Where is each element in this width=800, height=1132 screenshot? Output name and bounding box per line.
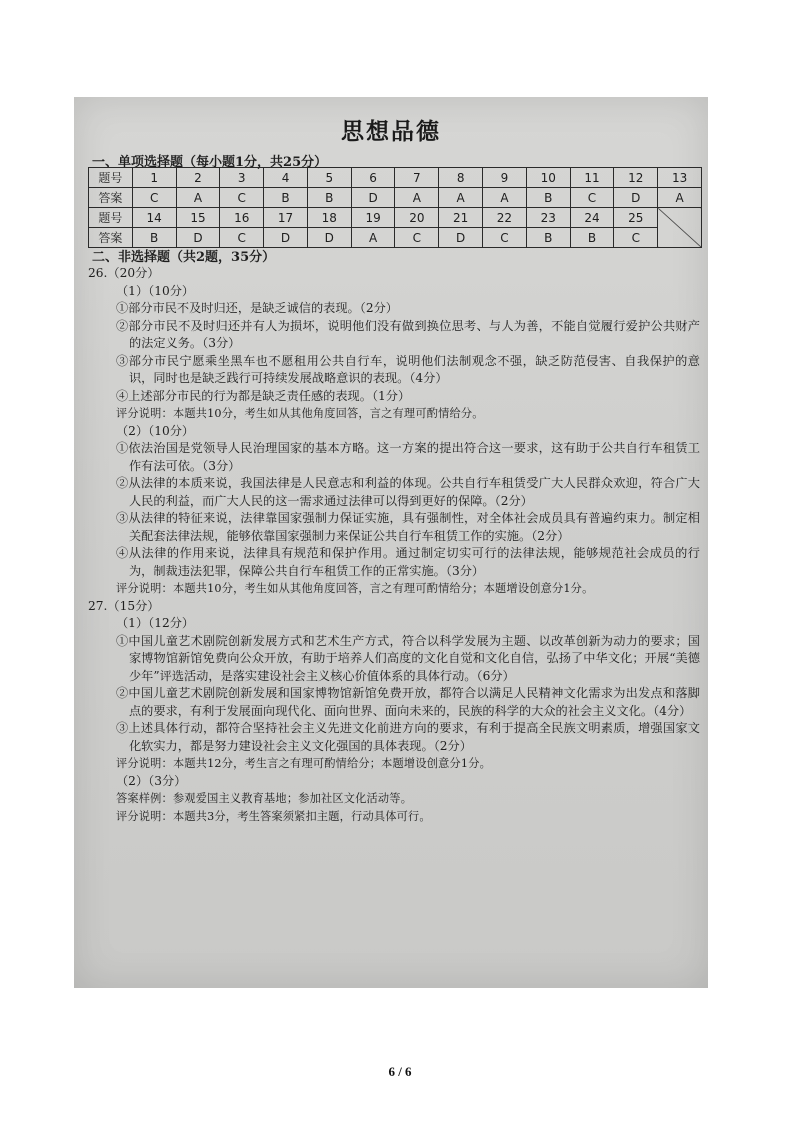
- answer-point: ②部分市民不及时归还并有人为损坏，说明他们没有做到换位思考、与人为善，不能自觉履行爱护公共财产的法定义务。（3分）: [116, 318, 700, 350]
- answer-point: ①中国儿童艺术剧院创新发展方式和艺术生产方式，符合以科学发展为主题、以改革创新为动力的要求；国家博物馆新馆免费向公众开放，有助于培养人们高度的文化自觉和文化自信，弘扬了中华文化；开展“美德少年”评选活动，是落实建设社会主义核心价值体系的具体行动。（6分）: [116, 633, 700, 683]
- answer-cell: B: [264, 188, 308, 208]
- scoring-note: 评分说明：本题共3分，考生答案须紧扣主题，行动具体可行。: [116, 809, 431, 823]
- answer-cell: C: [570, 188, 614, 208]
- question-number: 17: [264, 208, 308, 228]
- question-number: 18: [307, 208, 351, 228]
- answer-cell: D: [614, 188, 658, 208]
- question-header: 26.（20分）: [88, 266, 160, 280]
- answer-cell: C: [395, 228, 439, 248]
- question-number: 11: [570, 168, 614, 188]
- question-number: 14: [132, 208, 176, 228]
- scoring-note: 评分说明：本题共10分，考生如从其他角度回答，言之有理可酌情给分。: [116, 407, 484, 420]
- answer-cell: C: [483, 228, 527, 248]
- question-number: 1: [132, 168, 176, 188]
- answer-cell: B: [526, 228, 570, 248]
- answer-cell: A: [439, 188, 483, 208]
- answer-point: ②从法律的本质来说，我国法律是人民意志和利益的体现。公共自行车租赁受广大人民群众欢迎，符合广大人民的利益，而广大人民的这一需求通过法律可以得到更好的保障。（2分）: [116, 476, 700, 508]
- table-row-numbers-1: [89, 168, 702, 188]
- answer-cell: A: [395, 188, 439, 208]
- question-number: 16: [220, 208, 264, 228]
- question-number: 3: [220, 168, 264, 188]
- question-number: 7: [395, 168, 439, 188]
- answer-body: [88, 265, 700, 825]
- question-header: 27.（15分）: [88, 598, 160, 613]
- answer-cell: A: [351, 228, 395, 248]
- page-title: 思想品德: [341, 118, 441, 145]
- answer-point: ②中国儿童艺术剧院创新发展和国家博物馆新馆免费开放，都符合以满足人民精神文化需求为出发点和落脚点的要求，有利于发展面向现代化、面向世界、面向未来的，民族的科学的大众的社会主义文化。（4分）: [116, 686, 700, 718]
- question-number: 5: [307, 168, 351, 188]
- answer-point: ③部分市民宁愿乘坐黑车也不愿租用公共自行车，说明他们法制观念不强，缺乏防范侵害、自我保护的意识，同时也是缺乏践行可持续发展战略意识的表现。（4分）: [116, 353, 700, 385]
- answer-cell: B: [526, 188, 570, 208]
- question-number: 8: [439, 168, 483, 188]
- scoring-note: 评分说明：本题共12分，考生言之有理可酌情给分；本题增设创意分1分。: [116, 757, 491, 770]
- answer-cell: D: [307, 228, 351, 248]
- answer-cell: C: [614, 228, 658, 248]
- question-number: 23: [526, 208, 570, 228]
- row-label: 答案: [89, 188, 133, 208]
- question-number: 12: [614, 168, 658, 188]
- answer-point: ④从法律的作用来说，法律具有规范和保护作用。通过制定切实可行的法律法规，能够规范社会成员的行为，制裁违法犯罪，保障公共自行车租赁工作的正常实施。（3分）: [116, 546, 700, 578]
- answer-cell: B: [132, 228, 176, 248]
- answer-cell: B: [307, 188, 351, 208]
- table-row-answers-1: [89, 188, 702, 208]
- table-row-answers-2: [89, 228, 702, 248]
- section-heading-choice: 一、单项选择题（每小题1分，共25分）: [92, 155, 328, 170]
- question-number: 4: [264, 168, 308, 188]
- question-number: 19: [351, 208, 395, 228]
- answer-cell: A: [658, 188, 702, 208]
- answer-point: ①部分市民不及时归还，是缺乏诚信的表现。（2分）: [116, 301, 398, 315]
- answer-cell: A: [483, 188, 527, 208]
- scoring-note: 评分说明：本题共10分，考生如从其他角度回答，言之有理可酌情给分；本题增设创意分1分。: [116, 582, 594, 595]
- answer-cell: C: [220, 228, 264, 248]
- answer-sample: 答案样例：参观爱国主义教育基地；参加社区文化活动等。: [116, 792, 413, 805]
- row-label: 题号: [89, 208, 133, 228]
- scanned-answer-sheet: [74, 97, 708, 988]
- sub-question-header: （1）（12分）: [116, 616, 195, 630]
- sub-question-header: （2）（10分）: [116, 423, 195, 438]
- answer-cell: C: [220, 188, 264, 208]
- answer-cell: D: [439, 228, 483, 248]
- table-row-numbers-2: [89, 208, 702, 228]
- question-number: 24: [570, 208, 614, 228]
- answer-cell: D: [264, 228, 308, 248]
- answer-point: ④上述部分市民的行为都是缺乏责任感的表现。（1分）: [116, 388, 411, 403]
- question-number: 2: [176, 168, 220, 188]
- sub-question-header: （2）（3分）: [116, 773, 187, 788]
- row-label: 题号: [89, 168, 133, 188]
- page-number: 6 / 6: [388, 1064, 412, 1079]
- question-number: 6: [351, 168, 395, 188]
- diagonal-blank-cell: [658, 208, 702, 248]
- answer-point: ①依法治国是党领导人民治理国家的基本方略。这一方案的提出符合这一要求，这有助于公共自行车租赁工作有法可依。（3分）: [116, 441, 700, 473]
- answer-cell: D: [176, 228, 220, 248]
- answer-point: ③从法律的特征来说，法律靠国家强制力保证实施，具有强制性，对全体社会成员具有普遍约束力。制定相关配套法律法规，能够依靠国家强制力来保证公共自行车租赁工作的实施。（2分）: [116, 511, 700, 543]
- question-number: 15: [176, 208, 220, 228]
- answer-cell: B: [570, 228, 614, 248]
- answer-cell: A: [176, 188, 220, 208]
- question-number: 22: [483, 208, 527, 228]
- question-number: 20: [395, 208, 439, 228]
- row-label: 答案: [89, 228, 133, 248]
- answer-cell: C: [132, 188, 176, 208]
- answer-cell: D: [351, 188, 395, 208]
- question-number: 13: [658, 168, 702, 188]
- sub-question-header: （1）（10分）: [116, 283, 195, 298]
- answer-point: ③上述具体行动，都符合坚持社会主义先进文化前进方向的要求，有利于提高全民族文明素质，增强国家文化软实力，都是努力建设社会主义文化强国的具体表现。（2分）: [116, 721, 700, 753]
- question-number: 21: [439, 208, 483, 228]
- question-number: 9: [483, 168, 527, 188]
- section-heading-essay: 二、非选择题（共2题，35分）: [92, 250, 276, 265]
- question-number: 10: [526, 168, 570, 188]
- question-number: 25: [614, 208, 658, 228]
- answer-table: [88, 167, 702, 248]
